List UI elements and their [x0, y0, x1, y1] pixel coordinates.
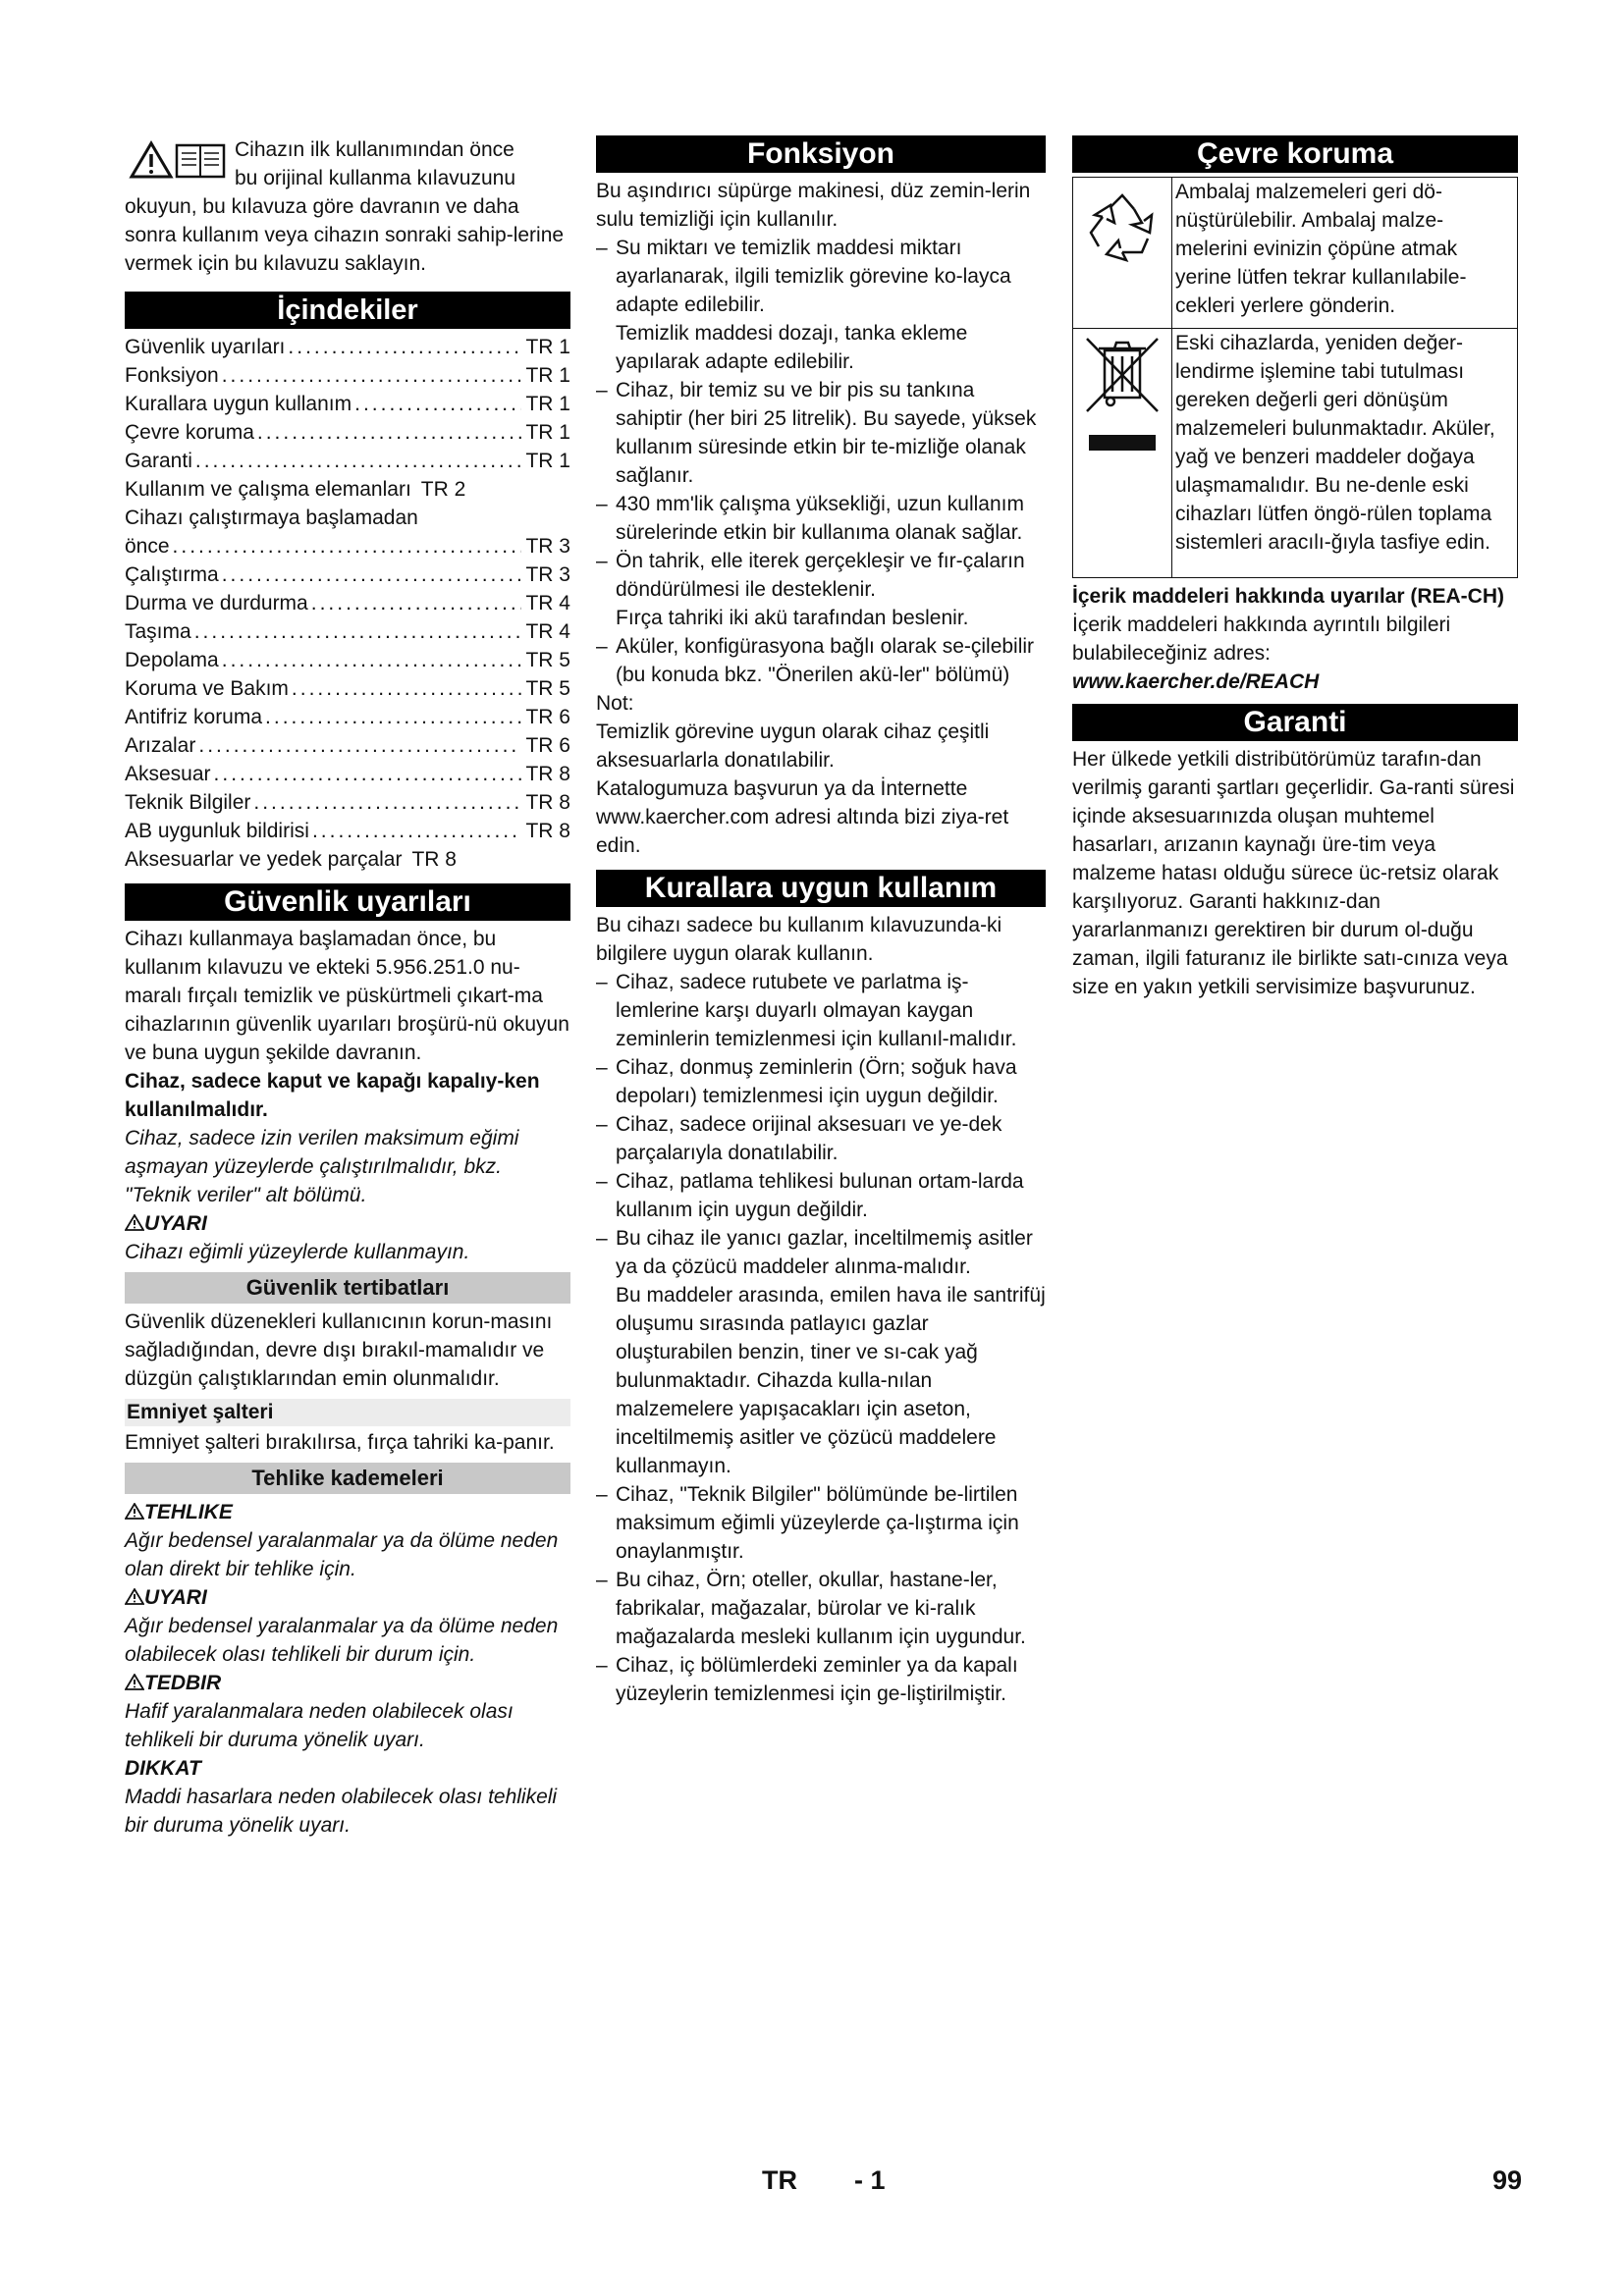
list-item: – Cihaz, iç bölümlerdeki zeminler ya da kapalı yüzeylerin temizlenmesi için ge-liştirilmiştir.: [596, 1651, 1046, 1708]
safety-devices-heading: Güvenlik tertibatları: [125, 1272, 570, 1304]
toc-entry-title: Taşıma: [125, 620, 191, 643]
toc-entry-title: Durma ve durdurma: [125, 592, 308, 614]
list-item: – Cihaz, donmuş zeminlerin (Örn; soğuk hava depoları) temizlenmesi için uygun değildir.: [596, 1053, 1046, 1110]
hazard-levels-heading: Tehlike kademeleri: [125, 1463, 570, 1494]
column-1: [125, 135, 570, 1840]
warning-triangle-icon: [125, 1588, 144, 1605]
toc-entry-title: Güvenlik uyarıları: [125, 336, 286, 358]
function-heading: Fonksiyon: [596, 135, 1046, 173]
toc-entry-title: Çevre koruma: [125, 421, 254, 444]
toc-entry-page: TR 8: [525, 820, 570, 842]
hazard-level-label-text: UYARI: [144, 1586, 207, 1609]
toc-leader: [250, 788, 521, 817]
intended-use-intro: Bu cihazı sadece bu kullanım kılavuzunda-ki bilgilere uygun olarak kullanın.: [596, 914, 1002, 965]
note-label: Not:: [596, 692, 634, 715]
list-item: – Bu cihaz ile yanıcı gazlar, inceltilmemiş asitler ya da çözücü maddeler alınma-malıdır.: [596, 1224, 1046, 1281]
toc-leader: [285, 333, 521, 361]
toc-entry-title: Aksesuarlar ve yedek parçalar: [125, 848, 403, 871]
safety-bold-text: Cihaz, sadece kaput ve kapağı kapalıy-ken kullanılmalıdır.: [125, 1070, 540, 1121]
toc-entry-page: TR 1: [525, 364, 570, 387]
environment-table: [1072, 177, 1518, 578]
toc-entry[interactable]: [125, 817, 570, 845]
hazard-level-text: Maddi hasarlara neden olabilecek olası tehlikeli bir duruma yönelik uyarı.: [125, 1786, 558, 1837]
toc-entry-page: TR 1: [525, 421, 570, 444]
toc-entry-title: Kurallara uygun kullanım: [125, 393, 352, 415]
toc-entry[interactable]: [125, 845, 570, 874]
list-item-note: Temizlik maddesi dozajı, tanka ekleme yapılarak adapte edilebilir.: [616, 322, 968, 373]
list-item: – Cihaz, sadece orijinal aksesuarı ve ye-dek parçalarıyla donatılabilir.: [596, 1110, 1046, 1167]
list-item-note: Fırça tahriki iki akü tarafından beslenir.: [616, 607, 969, 629]
toc-entry[interactable]: [125, 561, 570, 589]
reach-link[interactable]: www.kaercher.de/REACH: [1072, 670, 1320, 693]
list-item: – 430 mm'lik çalışma yüksekliği, uzun kullanım sürelerinde etkin bir kullanıma olanak sağlar.: [596, 490, 1046, 547]
hazard-level-label: [125, 1583, 570, 1612]
table-of-contents: [125, 333, 570, 874]
intro-line-1: Cihazın ilk kullanımından önce: [235, 138, 514, 161]
safety-switch-text: Emniyet şalteri bırakılırsa, fırça tahriki ka-panır.: [125, 1431, 555, 1454]
hazard-level-text: Hafif yaralanmalara neden olabilecek olası tehlikeli bir duruma yönelik uyarı.: [125, 1700, 514, 1751]
hazard-level-label-text: TEHLIKE: [144, 1501, 233, 1523]
toc-entry[interactable]: [125, 646, 570, 674]
toc-entry-title: Koruma ve Bakım: [125, 677, 289, 700]
toc-entry-title: AB uygunluk bildirisi: [125, 820, 309, 842]
toc-leader: [308, 589, 522, 617]
warning-label-text: UYARI: [144, 1212, 207, 1235]
hazard-level-label-text: TEDBIR: [144, 1672, 222, 1694]
hazard-level-text: Ağır bedensel yaralanmalar ya da ölüme neden olabilecek olası tehlikeli bir durum için.: [125, 1615, 559, 1666]
hazard-level-text: Ağır bedensel yaralanmalar ya da ölüme neden olan direkt bir tehlike için.: [125, 1529, 559, 1580]
toc-entry-page: TR 8: [411, 848, 457, 871]
toc-entry[interactable]: [125, 475, 570, 504]
toc-entry-title: Teknik Bilgiler: [125, 791, 251, 814]
intended-use-list: [596, 968, 1046, 1708]
toc-entry-title: Cihazı çalıştırmaya başlamadan: [125, 507, 418, 529]
intended-use-heading: Kurallara uygun kullanım: [596, 870, 1046, 907]
toc-entry-title: Kullanım ve çalışma elemanları: [125, 478, 411, 501]
warning-manual-icon: [128, 139, 230, 179]
toc-entry-page: TR 6: [525, 734, 570, 757]
toc-entry[interactable]: [125, 504, 570, 532]
toc-entry[interactable]: [125, 703, 570, 731]
list-item: – Su miktarı ve temizlik maddesi miktarı ayarlanarak, ilgili temizlik görevine ko-layca adapte edilebilir.: [596, 234, 1046, 319]
toc-entry-title: Antifriz koruma: [125, 706, 263, 728]
environment-row: [1073, 329, 1517, 577]
warning-triangle-icon: [125, 1214, 144, 1231]
toc-heading: İçindekiler: [125, 292, 570, 329]
toc-entry-title: Fonksiyon: [125, 364, 219, 387]
toc-entry-page: TR 1: [525, 336, 570, 358]
toc-entry[interactable]: [125, 731, 570, 760]
footer-language: TR: [762, 2165, 797, 2195]
reach-text: İçerik maddeleri hakkında ayrıntılı bilgileri bulabileceğiniz adres:: [1072, 614, 1451, 665]
safety-devices-text: Güvenlik düzenekleri kullanıcının korun-masını sağladığından, devre dışı bırakıl-mamalıdır ve düzgün çalıştıklarından emin olunmalıdır.: [125, 1310, 553, 1390]
toc-entry[interactable]: [125, 617, 570, 646]
list-item: – Aküler, konfigürasyona bağlı olarak se-çilebilir (bu konuda bkz. "Önerilen akü-ler" bölümü): [596, 632, 1046, 689]
toc-leader: [170, 532, 522, 561]
toc-entry-title: Garanti: [125, 450, 192, 472]
toc-entry[interactable]: [125, 447, 570, 475]
warning-triangle-icon: [125, 1503, 144, 1520]
footer-page-number: 99: [1492, 2165, 1523, 2195]
toc-entry-page: TR 5: [525, 649, 570, 671]
toc-entry[interactable]: [125, 760, 570, 788]
intro-line-2: bu orijinal kullanma kılavuzunu: [235, 167, 515, 189]
footer-section-page: - 1: [854, 2165, 886, 2195]
warning-triangle-icon: [125, 1674, 144, 1690]
toc-entry-title: Aksesuar: [125, 763, 211, 785]
reach-heading: İçerik maddeleri hakkında uyarılar (REA-CH): [1072, 585, 1504, 608]
toc-entry-title: önce: [125, 535, 170, 558]
safety-heading: Güvenlik uyarıları: [125, 883, 570, 921]
intro-text: okuyun, bu kılavuza göre davranın ve daha sonra kullanım veya cihazın sonraki sahip-lerine vermek için bu kılavuzu saklayın.: [125, 195, 565, 275]
recycle-icon: [1073, 178, 1171, 320]
toc-entry-page: TR 4: [525, 592, 570, 614]
environment-text-packaging: Ambalaj malzemeleri geri dö-nüştürülebilir. Ambalaj malze-melerini evinizin çöpüne atmak yerine lütfen tekrar kullanılabile-cekleri yerlere gönderin.: [1175, 181, 1467, 317]
toc-entry[interactable]: [125, 390, 570, 418]
toc-entry[interactable]: [125, 674, 570, 703]
environment-row: [1073, 178, 1517, 329]
toc-leader: [211, 760, 522, 788]
intro: [125, 135, 570, 278]
toc-entry-title: Arızalar: [125, 734, 196, 757]
note-text-2: Katalogumuza başvurun ya da İnternette www.kaercher.com adresi altında bizi ziya-ret edin.: [596, 777, 1009, 857]
toc-leader: [195, 731, 521, 760]
toc-entry-page: TR 8: [525, 763, 570, 785]
toc-entry[interactable]: [125, 532, 570, 561]
safety-italic-text: Cihaz, sadece izin verilen maksimum eğimi aşmayan yüzeylerde çalıştırılmalıdır, bkz. "Teknik veriler" alt bölümü.: [125, 1127, 519, 1206]
list-item: – Cihaz, bir temiz su ve bir pis su tankına sahiptir (her biri 25 litrelik). Bu sayede, yüksek kullanım süresinde etkin bir te-mizliğe olanak sağlanır.: [596, 376, 1046, 490]
list-item: – Cihaz, "Teknik Bilgiler" bölümünde be-lirtilen maksimum eğimli yüzeylerde ça-lıştırma için onaylanmıştır.: [596, 1480, 1046, 1566]
toc-leader: [289, 674, 522, 703]
crossed-bin-icon: [1073, 329, 1171, 569]
hazard-level-label-text: DIKKAT: [125, 1757, 201, 1780]
environment-heading: Çevre koruma: [1072, 135, 1518, 173]
toc-leader: [191, 617, 522, 646]
warning-text: Cihazı eğimli yüzeylerde kullanmayın.: [125, 1241, 470, 1263]
toc-entry-title: Çalıştırma: [125, 563, 219, 586]
toc-entry-page: TR 2: [420, 478, 466, 501]
function-list: [596, 234, 1046, 689]
toc-entry[interactable]: [125, 589, 570, 617]
toc-leader: [309, 817, 522, 845]
safety-text: Cihazı kullanmaya başlamadan önce, bu kullanım kılavuzu ve ekteki 5.956.251.0 nu-maralı fırçalı temizlik ve püskürtmeli çıkart-ma cihazlarının güvenlik uyarıları broşürü-nü okuyun ve buna uygun şekilde davranın.: [125, 928, 569, 1064]
toc-leader: [219, 561, 522, 589]
toc-entry[interactable]: [125, 418, 570, 447]
warranty-text: Her ülkede yetkili distribütörümüz tarafın-dan verilmiş garanti şartları geçerlidir. Ga-ranti süresi içinde aksesuarınızda oluşan muhtemel hasarları, arızanın kaynağı üre-tim veya malzeme hatası olduğu sürece üc-retsiz olarak karşılıyoruz. Garanti hakkınız-dan yararlanmanızı gerektiren bir durum ol-duğu zaman, ilgili faturanız ile birlikte satı-cınıza veya size en yakın yetkili servisimize başvurunuz.: [1072, 748, 1515, 998]
toc-entry-page: TR 6: [525, 706, 570, 728]
list-item-note: Bu maddeler arasında, emilen hava ile santrifüj oluşumu sırasında patlayıcı gazlar oluşturabilen benzin, tiner ve sı-cak yağ bulunmaktadır. Cihazda kulla-nılan malzemelere yapışacakları için aseton, inceltilmemiş asitler ve çözücü maddelere kullanmayın.: [616, 1284, 1046, 1477]
list-item: – Ön tahrik, elle iterek gerçekleşir ve fır-çaların döndürülmesi ile desteklenir.: [596, 547, 1046, 604]
toc-leader: [192, 447, 522, 475]
list-item: – Bu cihaz, Örn; oteller, okullar, hastane-ler, fabrikalar, mağazalar, bürolar ve ki-ralık mağazalarda mesleki kullanım için uygundur.: [596, 1566, 1046, 1651]
column-2: [596, 135, 1046, 1708]
toc-leader: [352, 390, 521, 418]
toc-entry-page: [424, 504, 428, 532]
toc-entry[interactable]: [125, 333, 570, 361]
toc-entry-page: TR 5: [525, 677, 570, 700]
toc-leader: [219, 361, 522, 390]
list-item: – Cihaz, patlama tehlikesi bulunan ortam-larda kullanım için uygun değildir.: [596, 1167, 1046, 1224]
toc-entry-page: TR 4: [525, 620, 570, 643]
toc-leader: [219, 646, 522, 674]
function-intro: Bu aşındırıcı süpürge makinesi, düz zemin-lerin sulu temizliği için kullanılır.: [596, 180, 1031, 231]
hazard-level-label: [125, 1498, 570, 1526]
warranty-heading: Garanti: [1072, 704, 1518, 741]
warning-label: [125, 1209, 570, 1238]
column-3: [1072, 135, 1518, 1001]
toc-entry-page: TR 3: [525, 563, 570, 586]
toc-leader: [262, 703, 521, 731]
hazard-level-label: [125, 1754, 570, 1783]
safety-switch-heading: Emniyet şalteri: [125, 1399, 570, 1426]
toc-entry-page: TR 1: [525, 450, 570, 472]
toc-entry[interactable]: [125, 361, 570, 390]
toc-entry-page: TR 3: [525, 535, 570, 558]
hazard-level-label: [125, 1669, 570, 1697]
list-item: – Cihaz, sadece rutubete ve parlatma iş-lemlerine karşı duyarlı olmayan kaygan zeminlerin temizlenmesi için kullanıl-malıdır.: [596, 968, 1046, 1053]
hazard-levels: [125, 1498, 570, 1840]
toc-leader: [254, 418, 522, 447]
toc-entry-page: TR 8: [525, 791, 570, 814]
environment-text-old-devices: Eski cihazlarda, yeniden değer-lendirme işlemine tabi tutulması gereken değerli geri dönüşüm malzemeleri bulunmaktadır. Aküler, yağ ve benzeri maddeler doğaya ulaşmamalıdır. Bu ne-denle eski cihazları lütfen öngö-rülen toplama sistemleri aracılı-ğıyla tasfiye edin.: [1175, 332, 1495, 554]
note-text-1: Temizlik görevine uygun olarak cihaz çeşitli aksesuarlarla donatılabilir.: [596, 721, 990, 772]
toc-entry-title: Depolama: [125, 649, 219, 671]
toc-entry-page: TR 1: [525, 393, 570, 415]
toc-entry[interactable]: [125, 788, 570, 817]
